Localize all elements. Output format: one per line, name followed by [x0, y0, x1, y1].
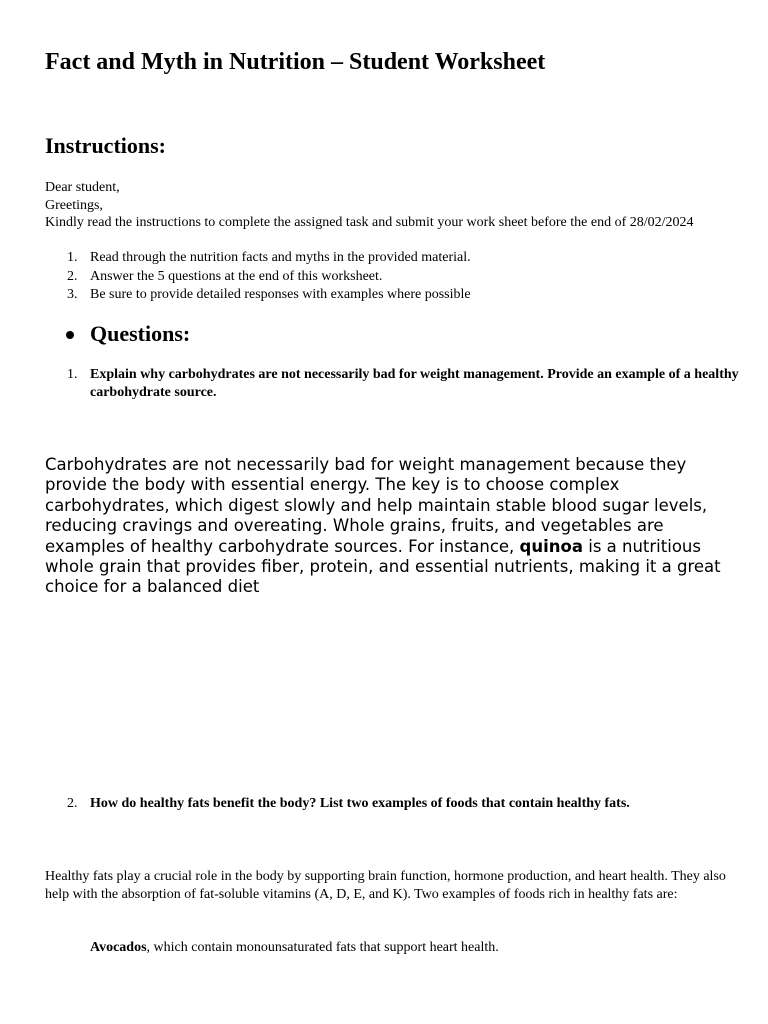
bullet-icon	[66, 331, 74, 339]
deadline-line: Kindly read the instructions to complete the assigned task and submit your work sheet before the end of 28/02/2024	[45, 215, 694, 230]
step-text: Read through the nutrition facts and myths in the provided material.	[90, 250, 471, 265]
questions-heading	[45, 319, 768, 349]
question-text: Explain why carbohydrates are not necessarily bad for weight management. Provide an example of a healthy carbohydrate source.	[90, 367, 739, 400]
step-item	[45, 249, 725, 268]
step-item	[45, 286, 725, 305]
step-item	[45, 268, 725, 287]
greetings-line: Greetings,	[45, 197, 103, 213]
example-food-name: Avocados	[90, 940, 147, 955]
step-number: 1.	[67, 250, 78, 265]
answer-1	[45, 455, 725, 598]
questions-heading-text: Questions:	[90, 321, 191, 346]
answer-1-highlight: quinoa	[519, 536, 583, 556]
answer-1-text-end: is a nutritious whole grain that provides fiber, protein, and essential nutrients, making it a great choice for a balanced diet	[45, 536, 721, 597]
worksheet-title: Fact and Myth in Nutrition – Student Worksheet	[45, 49, 546, 75]
instruction-steps	[45, 249, 725, 305]
instructions-heading: Instructions:	[45, 133, 167, 158]
answer-2: Healthy fats play a crucial role in the body by supporting brain function, hormone production, and heart health. They also help with the absorption of fat-soluble vitamins (A, D, E, and K). Two examples of foods rich in healthy fats are:	[45, 869, 726, 902]
step-text: Be sure to provide detailed responses with examples where possible	[90, 287, 471, 302]
question-text: How do healthy fats benefit the body? List two examples of foods that contain healthy fats.	[90, 796, 630, 811]
step-number: 3.	[67, 287, 78, 302]
step-number: 2.	[67, 268, 78, 284]
question-1	[45, 366, 768, 402]
example-description: , which contain monounsaturated fats that support heart health.	[146, 940, 499, 955]
greeting-line: Dear student,	[45, 180, 120, 195]
question-number: 1.	[67, 367, 78, 382]
example-avocados	[90, 939, 730, 957]
answer-1-text: Carbohydrates are not necessarily bad for weight management because they provide the body with essential energy. The key is to choose complex carbohydrates, which digest slowly and help maintain stable blood sugar levels, reducing cravings and overeating. Whole grains, fruits, and vegetables are examples of healthy carbohydrate sources. For instance,	[45, 455, 708, 556]
intro-text	[45, 179, 735, 232]
question-2	[45, 795, 768, 813]
step-text: Answer the 5 questions at the end of this worksheet.	[90, 268, 383, 284]
question-number: 2.	[67, 796, 78, 811]
